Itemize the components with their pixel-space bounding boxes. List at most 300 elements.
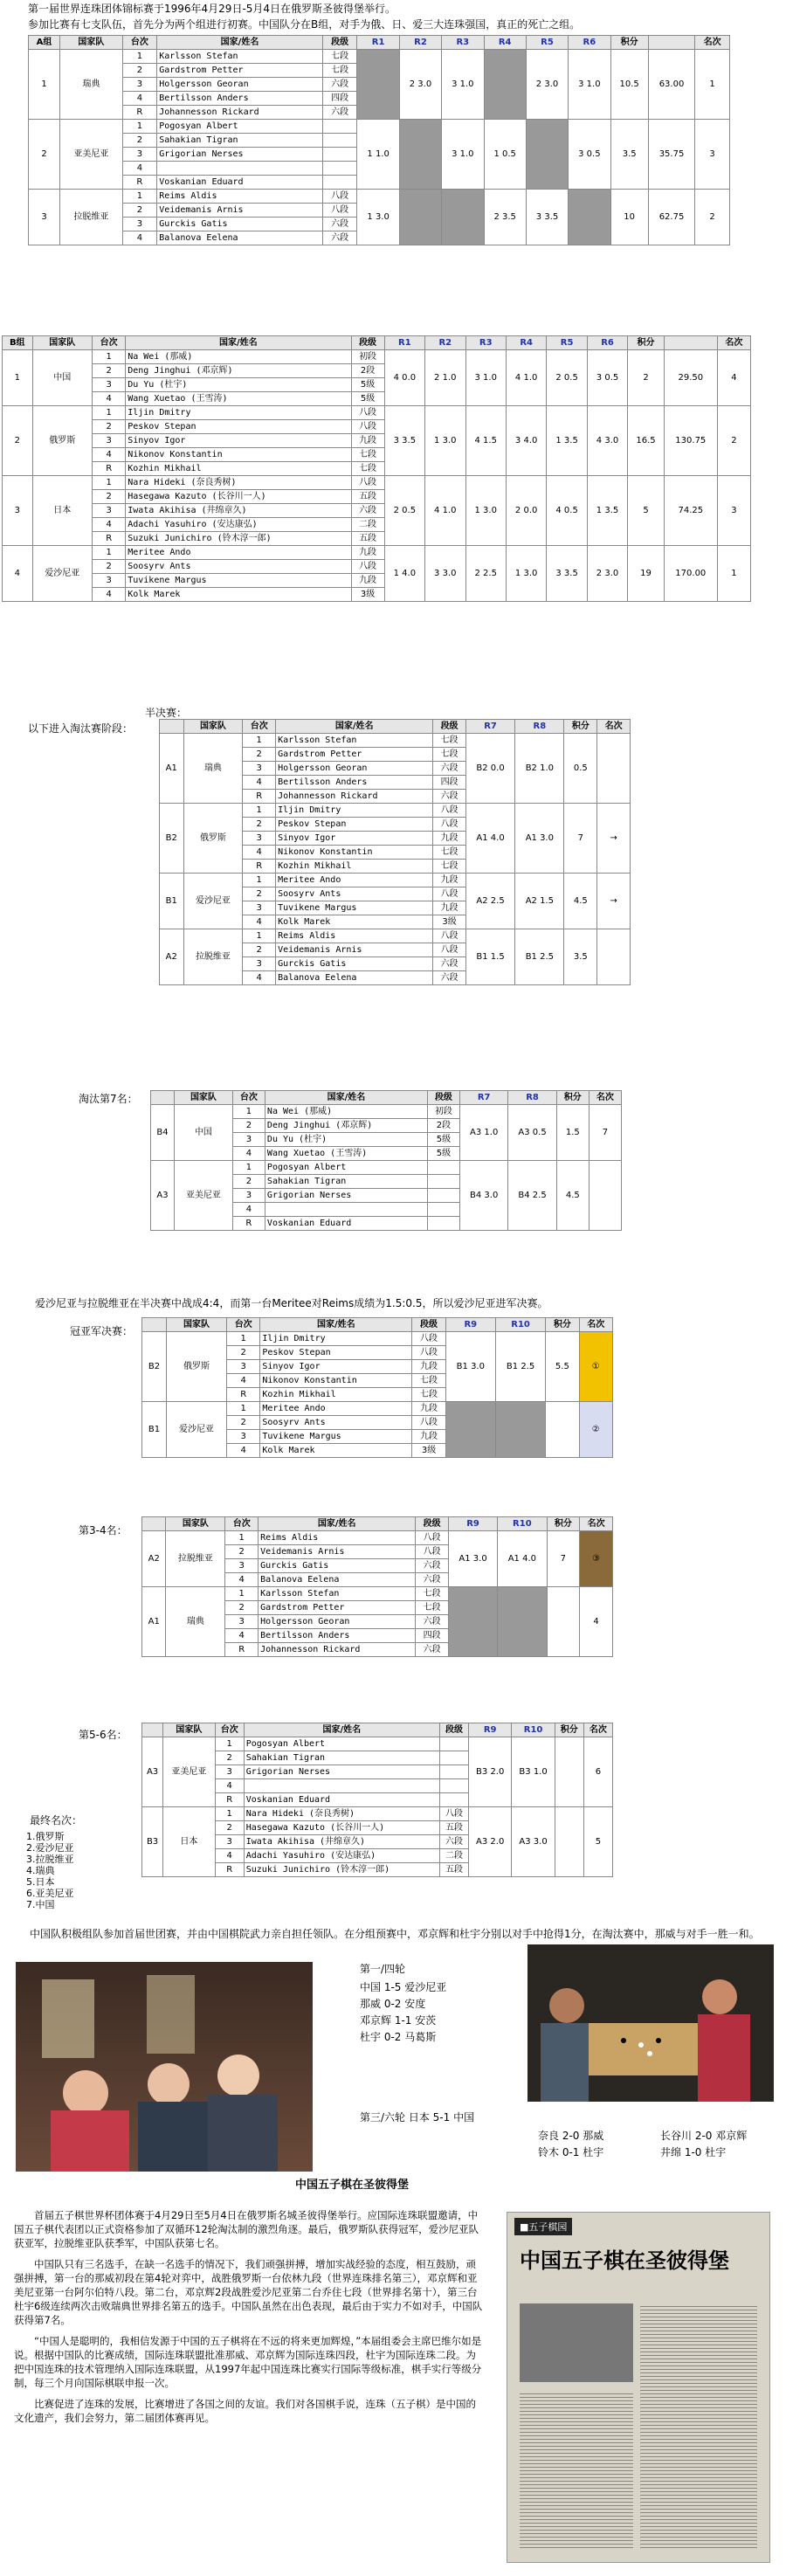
board-number: 3: [122, 148, 157, 162]
group-b-header-6: R2: [425, 336, 465, 350]
player-rank: 七段: [412, 1374, 445, 1388]
round-2-result: 2 1.0: [425, 350, 465, 406]
ranking-list: [26, 1831, 131, 1910]
seventh-place-table: [150, 1090, 622, 1231]
board-number: 3: [243, 957, 276, 971]
board-number: 1: [243, 734, 276, 748]
player-name: Balanova Eelena: [157, 231, 323, 245]
round-a-result: A1 3.0: [448, 1531, 497, 1587]
team-position: 2: [3, 406, 33, 476]
team-name: 亚美尼亚: [163, 1737, 216, 1807]
team-position: B2: [160, 804, 184, 874]
player-rank: 七段: [433, 748, 466, 762]
player-rank: [322, 148, 357, 162]
player-rank: [322, 162, 357, 176]
ranking-item: 4.瑞典: [26, 1865, 55, 1876]
group-b-header-13: 名次: [717, 336, 750, 350]
player-name: Deng Jinghui (邓京辉): [265, 1119, 427, 1133]
fifth-header-0: [142, 1723, 163, 1737]
player-rank: 初段: [351, 350, 384, 364]
player-name: Holgersson Georan: [259, 1615, 416, 1629]
ranking-item: 1.俄罗斯: [26, 1831, 65, 1842]
board-number: 1: [215, 1807, 244, 1821]
player-name: Reims Aldis: [157, 190, 323, 204]
round-a-result: B1 1.5: [465, 929, 514, 985]
board-number: R: [93, 462, 126, 476]
round-4-result: 1 3.0: [506, 546, 546, 602]
table-row: [142, 1807, 613, 1821]
round4-result-line: 杜宇 0-2 马葛斯: [360, 2031, 437, 2043]
player-name: Johannesson Rickard: [276, 790, 433, 804]
player-rank: 六段: [433, 957, 466, 971]
team-score: 5.5: [546, 1332, 579, 1402]
board-number: 3: [122, 218, 157, 231]
table-row: [3, 476, 751, 490]
board-number: 1: [215, 1737, 244, 1751]
player-rank: 五段: [439, 1863, 468, 1877]
player-rank: [439, 1765, 468, 1779]
player-rank: [322, 134, 357, 148]
board-number: 3: [215, 1835, 244, 1849]
player-rank: 九段: [412, 1360, 445, 1374]
round-5-result: 2 3.0: [526, 50, 568, 120]
board-number: 3: [93, 378, 126, 392]
board-number: 1: [93, 406, 126, 420]
player-name: Sinyov Igor: [276, 832, 433, 846]
team-name: 瑞典: [166, 1587, 225, 1657]
player-rank: 九段: [351, 546, 384, 560]
seventh-header-4: 段级: [427, 1091, 459, 1105]
player-rank: 七段: [351, 462, 384, 476]
ranking-item: 5.日本: [26, 1876, 55, 1888]
final-header-8: 名次: [579, 1318, 612, 1332]
team-score: [546, 1402, 579, 1458]
third-header-8: 名次: [580, 1517, 613, 1531]
final-header-6: R10: [495, 1318, 545, 1332]
team-name: 瑞典: [60, 50, 122, 120]
player-rank: 五段: [439, 1821, 468, 1835]
photo-caption: 中国五子棋在圣彼得堡: [295, 2179, 410, 2192]
clipping-tag: ■五子棋园: [514, 2218, 572, 2235]
final-table: [141, 1317, 613, 1458]
board-number: 4: [227, 1444, 260, 1458]
team-name: 日本: [163, 1807, 216, 1877]
round-a-result: A3 2.0: [469, 1807, 512, 1877]
player-name: Nikonov Konstantin: [276, 846, 433, 860]
board-number: 4: [243, 776, 276, 790]
team-position: A2: [160, 929, 184, 985]
player-name: Iljin Dmitry: [276, 804, 433, 818]
team-rank: →: [597, 874, 631, 929]
board-number: 1: [243, 929, 276, 943]
team-tiebreak: 29.50: [664, 350, 717, 406]
table-row: [3, 406, 751, 420]
player-rank: 七段: [433, 846, 466, 860]
team-position: A3: [151, 1161, 175, 1231]
ranking-item: 6.亚美尼亚: [26, 1888, 74, 1899]
round-6-result: 1 3.5: [587, 476, 627, 546]
round-5-result: 2 0.5: [547, 350, 587, 406]
board-number: 2: [227, 1346, 260, 1360]
team-position: B3: [142, 1807, 163, 1877]
third-header-5: R9: [448, 1517, 497, 1531]
table-row: [151, 1161, 622, 1175]
player-name: Meritee Ando: [276, 874, 433, 887]
round-4-result: 2 0.0: [506, 476, 546, 546]
player-name: [244, 1779, 439, 1793]
board-number: 2: [93, 560, 126, 574]
round-1-result: 3 3.5: [384, 406, 424, 476]
player-rank: 2段: [427, 1119, 459, 1133]
final-header-3: 国家/姓名: [260, 1318, 412, 1332]
team-name: 爱沙尼亚: [183, 874, 243, 929]
player-rank: [427, 1175, 459, 1189]
team-rank: 1: [695, 50, 730, 120]
player-rank: 七段: [322, 64, 357, 78]
intro-line-1: 第一届世界连珠团体锦标赛于1996年4月29日-5月4日在俄罗斯圣彼得堡举行。: [28, 3, 396, 15]
final-header-1: 国家队: [166, 1318, 226, 1332]
newspaper-clipping: [507, 2212, 770, 2563]
team-name: 俄罗斯: [32, 406, 93, 476]
round-a-result: [445, 1402, 495, 1458]
third-header-4: 段级: [416, 1517, 449, 1531]
round36-title: 第三/六轮 日本 5-1 中国: [360, 2111, 475, 2124]
team-name: 亚美尼亚: [60, 120, 122, 190]
table-row: [142, 1402, 613, 1416]
player-name: Balanova Eelena: [259, 1573, 416, 1587]
seventh-header-2: 台次: [232, 1091, 265, 1105]
fifth-header-3: 国家/姓名: [244, 1723, 439, 1737]
player-name: Johannesson Rickard: [259, 1643, 416, 1657]
third-header-7: 积分: [547, 1517, 580, 1531]
player-rank: 5级: [351, 392, 384, 406]
group-a-header-6: R2: [399, 36, 441, 50]
board-number: 4: [232, 1203, 265, 1217]
round-3-result: 1 3.0: [465, 476, 506, 546]
player-name: Peskov Stepan: [126, 420, 351, 434]
player-rank: [427, 1189, 459, 1203]
player-name: Karlsson Stefan: [276, 734, 433, 748]
team-rank: 2: [695, 190, 730, 245]
player-name: Grigorian Nerses: [157, 148, 323, 162]
team-position: A3: [142, 1737, 163, 1807]
team-position: A2: [142, 1531, 166, 1587]
player-rank: 八段: [351, 476, 384, 490]
team-score: 2: [628, 350, 665, 406]
group-a-header-4: 段级: [322, 36, 357, 50]
article-paragraph: 中国队只有三名选手，在缺一名选手的情况下，我们顽强拼搏，增加实战经验的态度，相互鼓励，顽强拼搏，第一台的那威初段在第4轮对弈中，战胜俄罗斯一台依林九段（世界连珠排名第三），邓京辉和亚美尼亚第一台阿尔伯特八段。第二台，邓京辉2段战胜爱沙尼亚第二台乔住七段（世界排名第十），第三台杜宇6级连续两次击败瑞典世界排名第五的选手。中国队虽然在出色表现，最后由于实力不如对手，中国队获得第7名。: [14, 2258, 483, 2326]
group-a-header-2: 台次: [122, 36, 157, 50]
round36-result-line: 铃木 0-1 杜宇: [538, 2146, 604, 2158]
third-title: 第3-4名：: [79, 1524, 128, 1537]
player-name: Reims Aldis: [259, 1531, 416, 1545]
round-b-result: A1 3.0: [515, 804, 564, 874]
group-b-header-4: 段级: [351, 336, 384, 350]
team-score: 3.5: [564, 929, 597, 985]
round-b-result: B1 2.5: [495, 1332, 545, 1402]
group-a-header-13: 名次: [695, 36, 730, 50]
group-a-header-0: A组: [29, 36, 60, 50]
board-number: 1: [227, 1332, 260, 1346]
player-name: Hasegawa Kazuto (长谷川一人): [244, 1821, 439, 1835]
team-score: [555, 1737, 583, 1807]
team-rank: [589, 1161, 621, 1231]
board-number: 4: [122, 231, 157, 245]
round-4-result: [484, 50, 526, 120]
player-name: Sahakian Tigran: [265, 1175, 427, 1189]
fifth-header-2: 台次: [215, 1723, 244, 1737]
player-name: Adachi Yasuhiro (安达康弘): [126, 518, 351, 532]
player-rank: 八段: [433, 804, 466, 818]
group-b-header-9: R5: [547, 336, 587, 350]
fifth-header-6: R10: [512, 1723, 555, 1737]
board-number: 1: [243, 804, 276, 818]
team-position: B2: [142, 1332, 167, 1402]
round-a-result: [448, 1587, 497, 1657]
group-b-header-2: 台次: [93, 336, 126, 350]
third-header-3: 国家/姓名: [259, 1517, 416, 1531]
round-b-result: [498, 1587, 547, 1657]
round-1-result: 1 1.0: [357, 120, 399, 190]
player-name: Du Yu (杜宇): [126, 378, 351, 392]
player-rank: 八段: [433, 929, 466, 943]
board-number: R: [93, 532, 126, 546]
player-rank: 八段: [412, 1332, 445, 1346]
knockout-label: 以下进入淘汰赛阶段：: [28, 722, 134, 735]
player-rank: 八段: [412, 1346, 445, 1360]
player-rank: 九段: [412, 1402, 445, 1416]
group-a-header-3: 国家/姓名: [157, 36, 323, 50]
player-rank: [439, 1793, 468, 1807]
player-rank: 五段: [351, 490, 384, 504]
player-name: Pogosyan Albert: [265, 1161, 427, 1175]
article-body: [14, 2208, 486, 2432]
fifth-header-7: 积分: [555, 1723, 583, 1737]
player-rank: 八段: [322, 190, 357, 204]
round-a-result: A2 2.5: [465, 874, 514, 929]
table-row: [142, 1531, 613, 1545]
round4-title: 第一/四轮: [360, 1963, 406, 1975]
team-rank: 2: [717, 406, 750, 476]
semi-final-table: [159, 719, 631, 985]
board-number: 2: [225, 1601, 259, 1615]
team-score: [555, 1807, 583, 1877]
semi-header-4: 段级: [433, 720, 466, 734]
team-score: 4.5: [564, 874, 597, 929]
round-2-result: 1 3.0: [425, 406, 465, 476]
board-number: 2: [122, 64, 157, 78]
round-4-result: 3 4.0: [506, 406, 546, 476]
table-row: [160, 804, 631, 818]
article-paragraph: 比赛促进了连珠的发展，比赛增进了各国之间的友谊。我们对各国棋手说，连珠（五子棋）是中国的文化遗产，我们会努力，第二届团体赛再见。: [14, 2398, 476, 2424]
board-number: 4: [93, 588, 126, 602]
group-b-header-1: 国家队: [32, 336, 93, 350]
table-row: [142, 1332, 613, 1346]
team-name: 俄罗斯: [183, 804, 243, 874]
player-name: Reims Aldis: [276, 929, 433, 943]
player-rank: 九段: [351, 574, 384, 588]
player-name: Iwata Akihisa (井绵章久): [126, 504, 351, 518]
board-number: 3: [225, 1615, 259, 1629]
player-rank: 六段: [416, 1573, 449, 1587]
player-name: Grigorian Nerses: [265, 1189, 427, 1203]
round-2-result: 2 3.0: [399, 50, 441, 120]
third-header-1: 国家队: [166, 1517, 225, 1531]
board-number: 4: [243, 915, 276, 929]
round-a-result: B4 3.0: [459, 1161, 507, 1231]
team-rank: ①: [579, 1332, 612, 1402]
player-rank: 八段: [412, 1416, 445, 1430]
player-rank: 5级: [427, 1147, 459, 1161]
board-number: 1: [122, 50, 157, 64]
team-name: 爱沙尼亚: [166, 1402, 226, 1458]
table-row: [142, 1587, 613, 1601]
ranking-item: 7.中国: [26, 1899, 55, 1910]
player-name: Sahakian Tigran: [157, 134, 323, 148]
group-a-header-11: 积分: [610, 36, 648, 50]
table-row: [29, 120, 730, 134]
player-rank: 六段: [322, 231, 357, 245]
team-name: 拉脱维亚: [183, 929, 243, 985]
board-number: 2: [232, 1119, 265, 1133]
board-number: 1: [122, 120, 157, 134]
player-name: Bertilsson Anders: [157, 92, 323, 106]
round-6-result: [569, 190, 610, 245]
board-number: 1: [232, 1161, 265, 1175]
board-number: R: [215, 1793, 244, 1807]
board-number: 4: [215, 1779, 244, 1793]
board-number: 3: [243, 901, 276, 915]
player-rank: 八段: [433, 818, 466, 832]
player-name: Voskanian Eduard: [157, 176, 323, 190]
team-name: 拉脱维亚: [60, 190, 122, 245]
player-rank: 八段: [433, 943, 466, 957]
third-header-6: R10: [498, 1517, 547, 1531]
team-tiebreak: 130.75: [664, 406, 717, 476]
seventh-title: 淘汰第7名：: [79, 1093, 138, 1105]
group-a-header-5: R1: [357, 36, 399, 50]
round-1-result: 2 0.5: [384, 476, 424, 546]
board-number: 4: [93, 392, 126, 406]
player-name: Iwata Akihisa (井绵章久): [244, 1835, 439, 1849]
final-header-0: [142, 1318, 167, 1332]
board-number: 2: [243, 887, 276, 901]
board-number: R: [225, 1643, 259, 1657]
board-number: 4: [122, 162, 157, 176]
third-header-0: [142, 1517, 166, 1531]
team-position: B4: [151, 1105, 175, 1161]
team-position: 2: [29, 120, 60, 190]
team-score: 7: [564, 804, 597, 874]
semi-header-5: R7: [465, 720, 514, 734]
intro-line-2: 参加比赛有七支队伍，首先分为两个组进行初赛。中国队分在B组，对手为俄、日、爱三大连珠强国，真正的死亡之组。: [28, 18, 581, 31]
player-rank: 四段: [416, 1629, 449, 1643]
round-2-result: 3 3.0: [425, 546, 465, 602]
team-rank: 6: [583, 1737, 612, 1807]
player-name: Nikonov Konstantin: [260, 1374, 412, 1388]
player-name: Pogosyan Albert: [244, 1737, 439, 1751]
player-name: Iljin Dmitry: [126, 406, 351, 420]
round-3-result: [442, 190, 484, 245]
player-rank: 九段: [433, 874, 466, 887]
player-rank: 二段: [351, 518, 384, 532]
player-rank: 八段: [416, 1545, 449, 1559]
player-name: Soosyrv Ants: [260, 1416, 412, 1430]
player-name: Wang Xuetao (王雪涛): [265, 1147, 427, 1161]
board-number: 2: [122, 204, 157, 218]
player-name: Tuvikene Margus: [260, 1430, 412, 1444]
round-5-result: [526, 120, 568, 190]
ranking-item: 3.拉脱维亚: [26, 1854, 74, 1865]
player-name: Meritee Ando: [260, 1402, 412, 1416]
fifth-header-5: R9: [469, 1723, 512, 1737]
team-name: 亚美尼亚: [175, 1161, 233, 1231]
round-1-result: 4 0.0: [384, 350, 424, 406]
group-b-header-11: 积分: [628, 336, 665, 350]
player-rank: 八段: [351, 406, 384, 420]
round-3-result: 3 1.0: [442, 50, 484, 120]
team-rank: ③: [580, 1531, 613, 1587]
board-number: 2: [243, 943, 276, 957]
clipping-headline: 中国五子棋在圣彼得堡: [520, 2248, 729, 2273]
board-number: 3: [93, 504, 126, 518]
player-rank: 六段: [416, 1643, 449, 1657]
team-rank: [597, 734, 631, 804]
player-rank: [439, 1737, 468, 1751]
player-rank: 5级: [351, 378, 384, 392]
table-row: [29, 190, 730, 204]
table-row: [29, 50, 730, 64]
player-rank: [439, 1751, 468, 1765]
semi-header-2: 台次: [243, 720, 276, 734]
board-number: 4: [225, 1573, 259, 1587]
round36-result-line: 奈良 2-0 那威: [538, 2130, 604, 2142]
round-b-result: A2 1.5: [515, 874, 564, 929]
team-rank: ②: [579, 1402, 612, 1458]
player-name: Veidemanis Arnis: [276, 943, 433, 957]
player-name: Kozhin Mikhail: [126, 462, 351, 476]
round-a-result: B2 0.0: [465, 734, 514, 804]
semi-title: 半决赛：: [145, 707, 188, 719]
round-a-result: A1 4.0: [465, 804, 514, 874]
player-rank: 六段: [416, 1615, 449, 1629]
player-rank: 七段: [322, 50, 357, 64]
board-number: 1: [227, 1402, 260, 1416]
round-1-result: 1 3.0: [357, 190, 399, 245]
team-position: 3: [3, 476, 33, 546]
round-6-result: 3 0.5: [569, 120, 610, 190]
round-3-result: 2 2.5: [465, 546, 506, 602]
team-rank: 3: [695, 120, 730, 190]
team-position: 4: [3, 546, 33, 602]
round4-result-line: 那威 0-2 安度: [360, 1998, 426, 2010]
round-b-result: B1 2.5: [515, 929, 564, 985]
group-b-header-5: R1: [384, 336, 424, 350]
board-number: 1: [122, 190, 157, 204]
team-score: 5: [628, 476, 665, 546]
player-name: Veidemanis Arnis: [157, 204, 323, 218]
player-name: Johannesson Rickard: [157, 106, 323, 120]
player-name: Peskov Stepan: [260, 1346, 412, 1360]
board-number: 3: [227, 1430, 260, 1444]
player-rank: 六段: [322, 218, 357, 231]
player-name: Grigorian Nerses: [244, 1765, 439, 1779]
team-tiebreak: 63.00: [648, 50, 694, 120]
round-b-result: [495, 1402, 545, 1458]
player-rank: 八段: [439, 1807, 468, 1821]
player-rank: 5级: [427, 1133, 459, 1147]
player-rank: [427, 1161, 459, 1175]
